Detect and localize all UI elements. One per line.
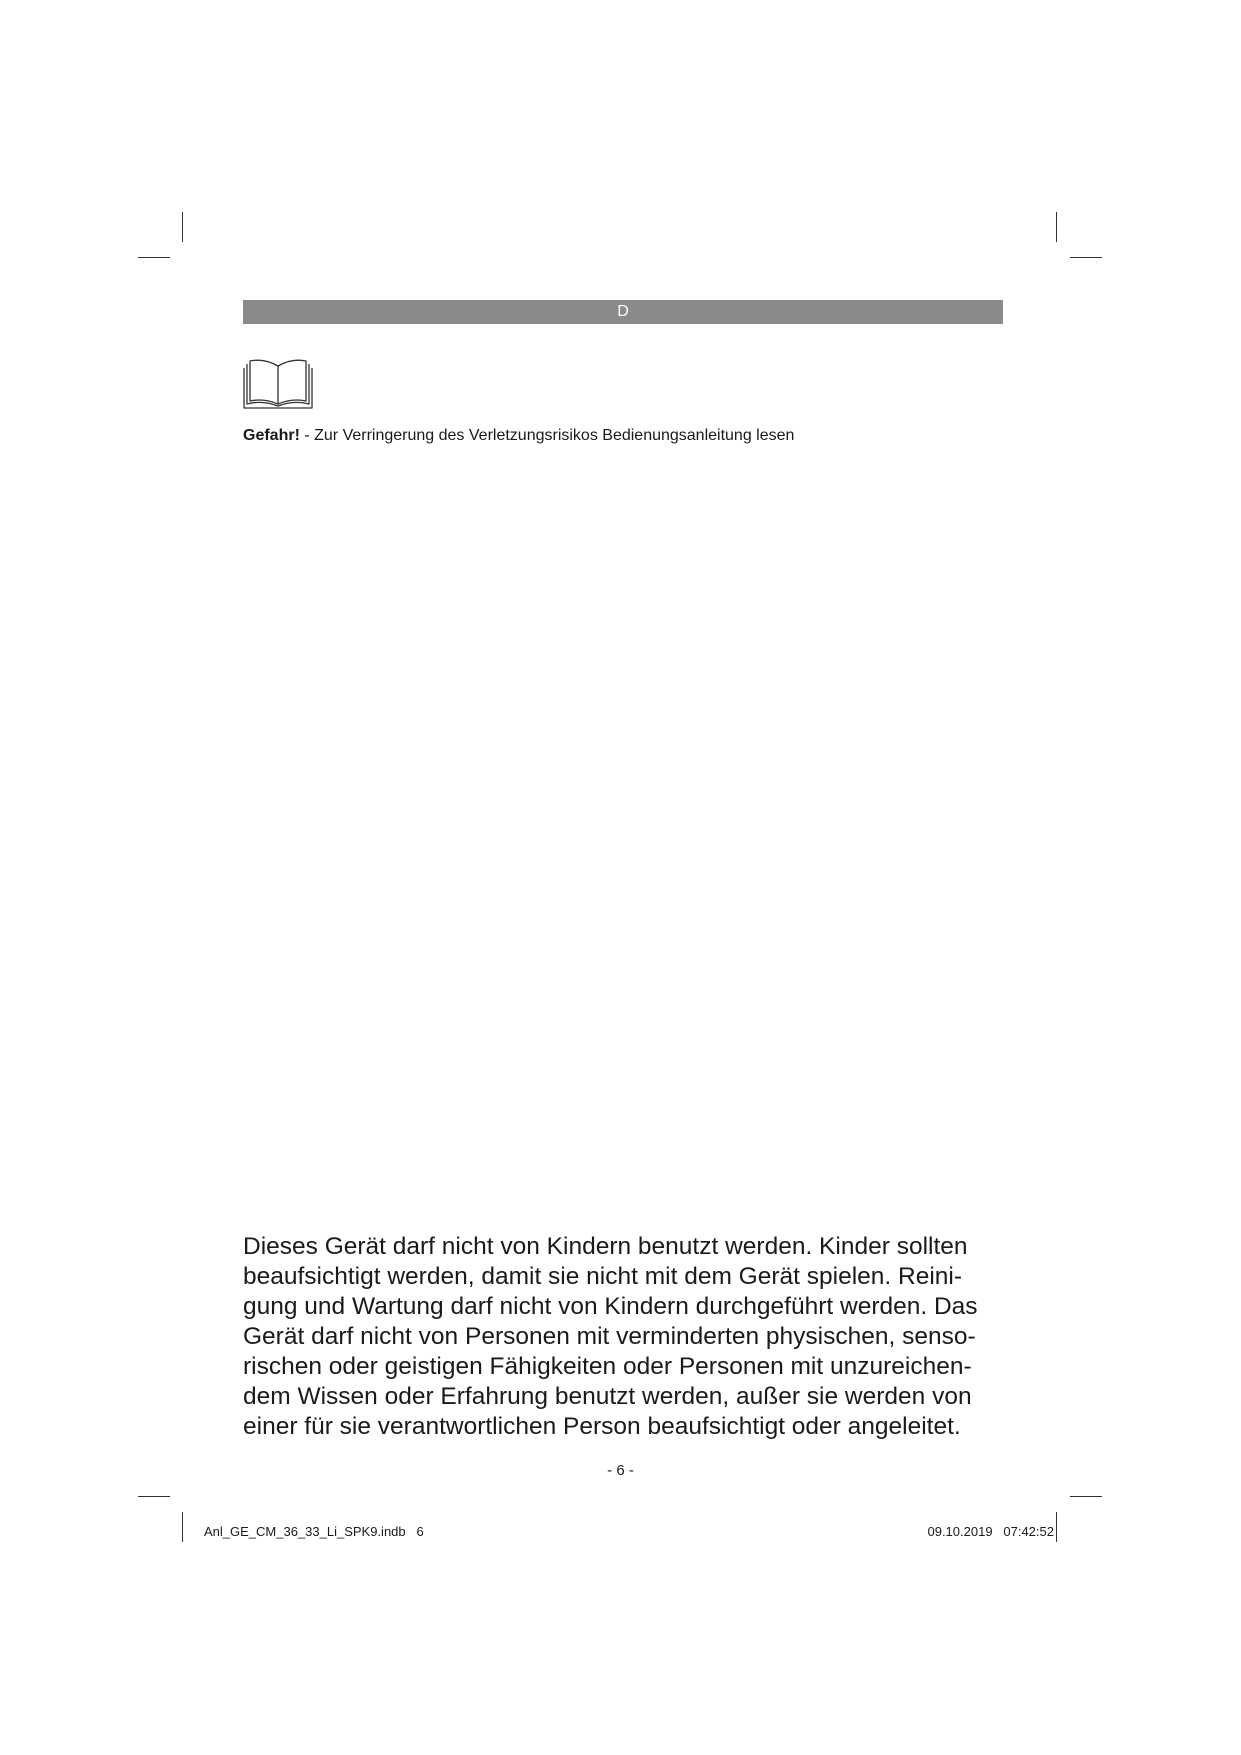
safety-notice-line: Gerät darf nicht von Personen mit verminderten physischen, senso- xyxy=(243,1323,976,1350)
crop-mark-top-right-vertical xyxy=(1056,212,1057,242)
safety-notice-line: rischen oder geistigen Fähigkeiten oder Personen mit unzureichen- xyxy=(243,1353,972,1380)
crop-mark-top-right-horizontal xyxy=(1070,257,1102,258)
warning-line xyxy=(243,426,794,446)
timestamp-slug: 09.10.2019 07:42:52 xyxy=(927,1524,1054,1539)
crop-mark-bottom-right-horizontal xyxy=(1070,1496,1102,1497)
safety-notice-line: gung und Wartung darf nicht von Kindern durchgeführt werden. Das xyxy=(243,1293,978,1320)
safety-notice-line: einer für sie verantwortlichen Person beaufsichtigt oder angeleitet. xyxy=(243,1413,961,1440)
warning-label: Gefahr! xyxy=(243,427,300,444)
safety-notice-line: beaufsichtigt werden, damit sie nicht mit dem Gerät spielen. Reini- xyxy=(243,1263,962,1290)
safety-notice-line: dem Wissen oder Erfahrung benutzt werden, außer sie werden von xyxy=(243,1383,972,1410)
language-header-bar xyxy=(243,300,1003,324)
crop-mark-bottom-left-vertical xyxy=(182,1512,183,1542)
language-label: D xyxy=(617,303,629,320)
crop-mark-top-left-horizontal xyxy=(138,257,170,258)
open-book-icon xyxy=(242,358,314,410)
safety-notice-line: Dieses Gerät darf nicht von Kindern benutzt werden. Kinder sollten xyxy=(243,1233,968,1260)
crop-mark-top-left-vertical xyxy=(182,212,183,242)
crop-mark-bottom-left-horizontal xyxy=(138,1496,170,1497)
safety-notice xyxy=(243,1232,1023,1442)
file-name-slug: Anl_GE_CM_36_33_Li_SPK9.indb 6 xyxy=(204,1524,424,1539)
crop-mark-bottom-right-vertical xyxy=(1056,1512,1057,1542)
page-number: - 6 - xyxy=(607,1462,634,1479)
warning-text: - Zur Verringerung des Verletzungsrisikos Bedienungsanleitung lesen xyxy=(299,427,795,444)
